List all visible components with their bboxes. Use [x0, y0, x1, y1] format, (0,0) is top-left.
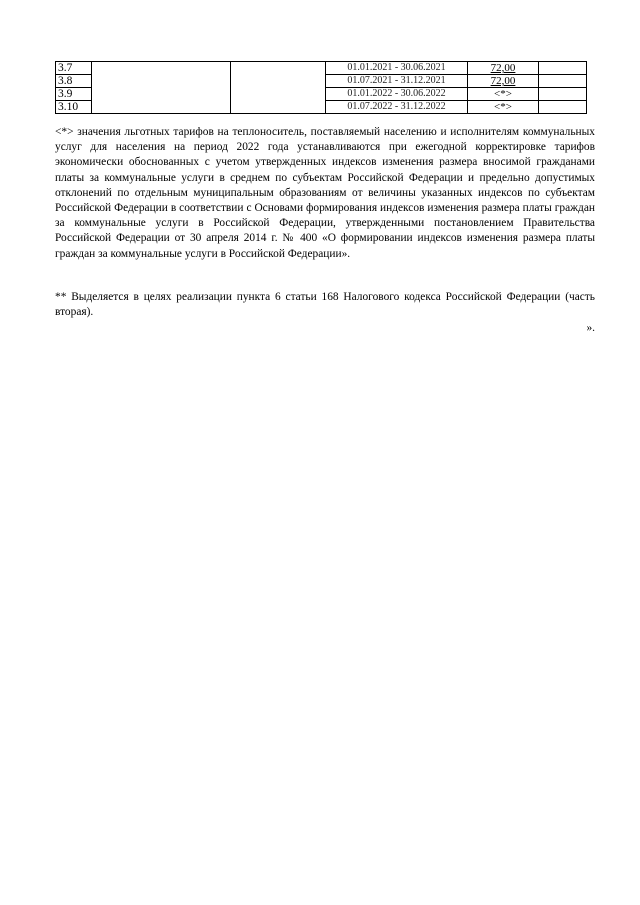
closing-quote: ». — [586, 322, 595, 334]
tariff-table — [55, 61, 587, 114]
tariff-value: 72,00 — [490, 75, 516, 87]
empty-cell — [539, 88, 587, 101]
merged-cell-type — [231, 62, 326, 114]
tariff-value-cell: <*> — [468, 101, 539, 114]
row-number: 3.10 — [56, 101, 92, 114]
tariff-value-cell — [468, 62, 539, 75]
footnote-double-star: ** Выделяется в целях реализации пункта 6 статьи 168 Налогового кодекса Российской Федерации (часть вторая). — [55, 291, 595, 319]
table-row — [56, 62, 587, 75]
period-cell: 01.01.2021 - 30.06.2021 — [326, 62, 468, 75]
period-cell: 01.07.2021 - 31.12.2021 — [326, 75, 468, 88]
empty-cell — [539, 62, 587, 75]
empty-cell — [539, 101, 587, 114]
footnote-star: <*> значения льготных тарифов на теплоноситель, поставляемый населению и исполнителям коммунальных услуг для населения на период 2022 года устанавливаются при ежегодной корректировке тарифов экономически обоснованных с учетом утвержденных индексов изменения размера вносимой гражданами платы за коммунальные услуги в среднем по субъектам Российской Федерации и предельно допустимых отклонений по отдельным муниципальным образованиям от величины указанных индексов по субъектам Российской Федерации в соответствии с Основами формирования индексов изменения размера платы граждан за коммунальные услуги в Российской Федерации, утвержденными постановлением Правительства Российской Федерации от 30 апреля 2014 г. № 400 «О формировании индексов изменения размера платы граждан за коммунальные услуги в Российской Федерации». — [55, 126, 595, 260]
row-number: 3.9 — [56, 88, 92, 101]
period-cell: 01.07.2022 - 31.12.2022 — [326, 101, 468, 114]
tariff-value-cell: <*> — [468, 88, 539, 101]
row-number: 3.7 — [56, 62, 92, 75]
tariff-value-cell — [468, 75, 539, 88]
empty-cell — [539, 75, 587, 88]
tariff-value: 72,00 — [490, 62, 516, 74]
merged-cell-name — [92, 62, 231, 114]
period-cell: 01.01.2022 - 30.06.2022 — [326, 88, 468, 101]
row-number: 3.8 — [56, 75, 92, 88]
